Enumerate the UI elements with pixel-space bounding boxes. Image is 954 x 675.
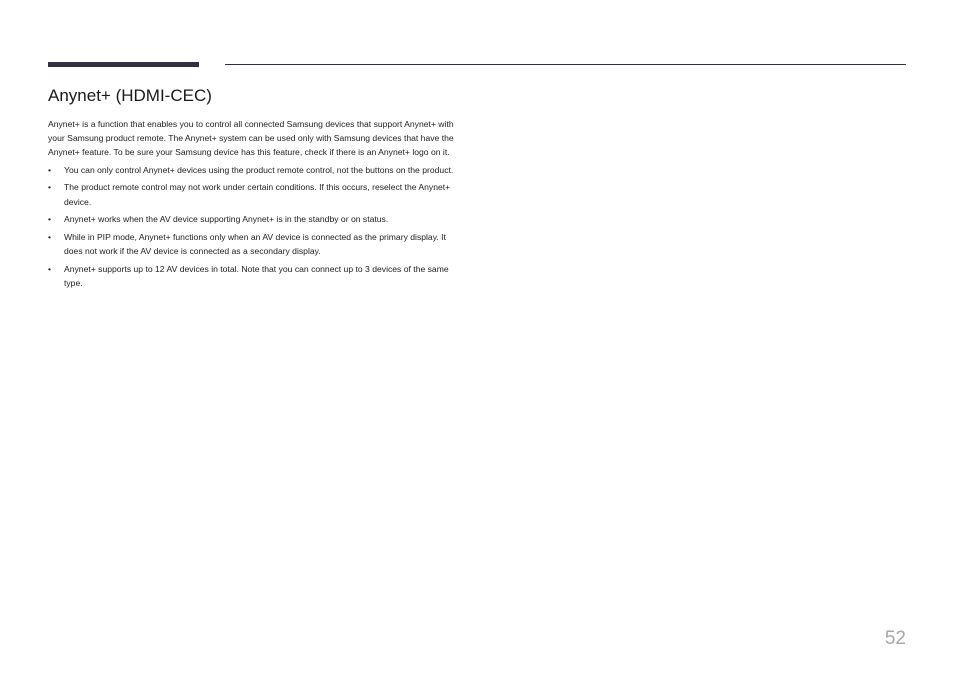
section-body (48, 117, 466, 294)
list-item-text: While in PIP mode, Anynet+ functions only when an AV device is connected as the primary display. It does not work if the AV device is connected as a secondary display. (64, 232, 446, 257)
list-item-text: Anynet+ supports up to 12 AV devices in total. Note that you can connect up to 3 devices of the same type. (64, 264, 449, 289)
bullet-icon: • (48, 264, 52, 275)
list-item-text: You can only control Anynet+ devices using the product remote control, not the buttons on the product. (64, 164, 454, 175)
list-item (48, 212, 466, 226)
header-divider-line (225, 64, 906, 65)
list-item (48, 180, 466, 208)
bullet-icon: • (48, 182, 52, 193)
page-number: 52 (884, 628, 906, 649)
bullet-icon: • (48, 232, 52, 243)
list-item (48, 163, 466, 177)
bullet-icon: • (48, 214, 52, 225)
list-item (48, 262, 466, 290)
list-item-text: The product remote control may not work under certain conditions. If this occurs, reselect the Anynet+ device. (64, 182, 451, 207)
notes-list (48, 163, 466, 291)
section-title: Anynet+ (HDMI-CEC) (48, 86, 212, 105)
header-accent-bar (48, 62, 199, 67)
list-item (48, 230, 466, 258)
list-item-text: Anynet+ works when the AV device supporting Anynet+ is in the standby or on status. (64, 214, 389, 225)
bullet-icon: • (48, 164, 52, 175)
intro-paragraph: Anynet+ is a function that enables you to control all connected Samsung devices that support Anynet+ with your Samsung product remote. The Anynet+ system can be used only with Samsung devices that have the Anynet+ feature. To be sure your Samsung device has this feature, check if there is an Anynet+ logo on it. (48, 119, 454, 158)
